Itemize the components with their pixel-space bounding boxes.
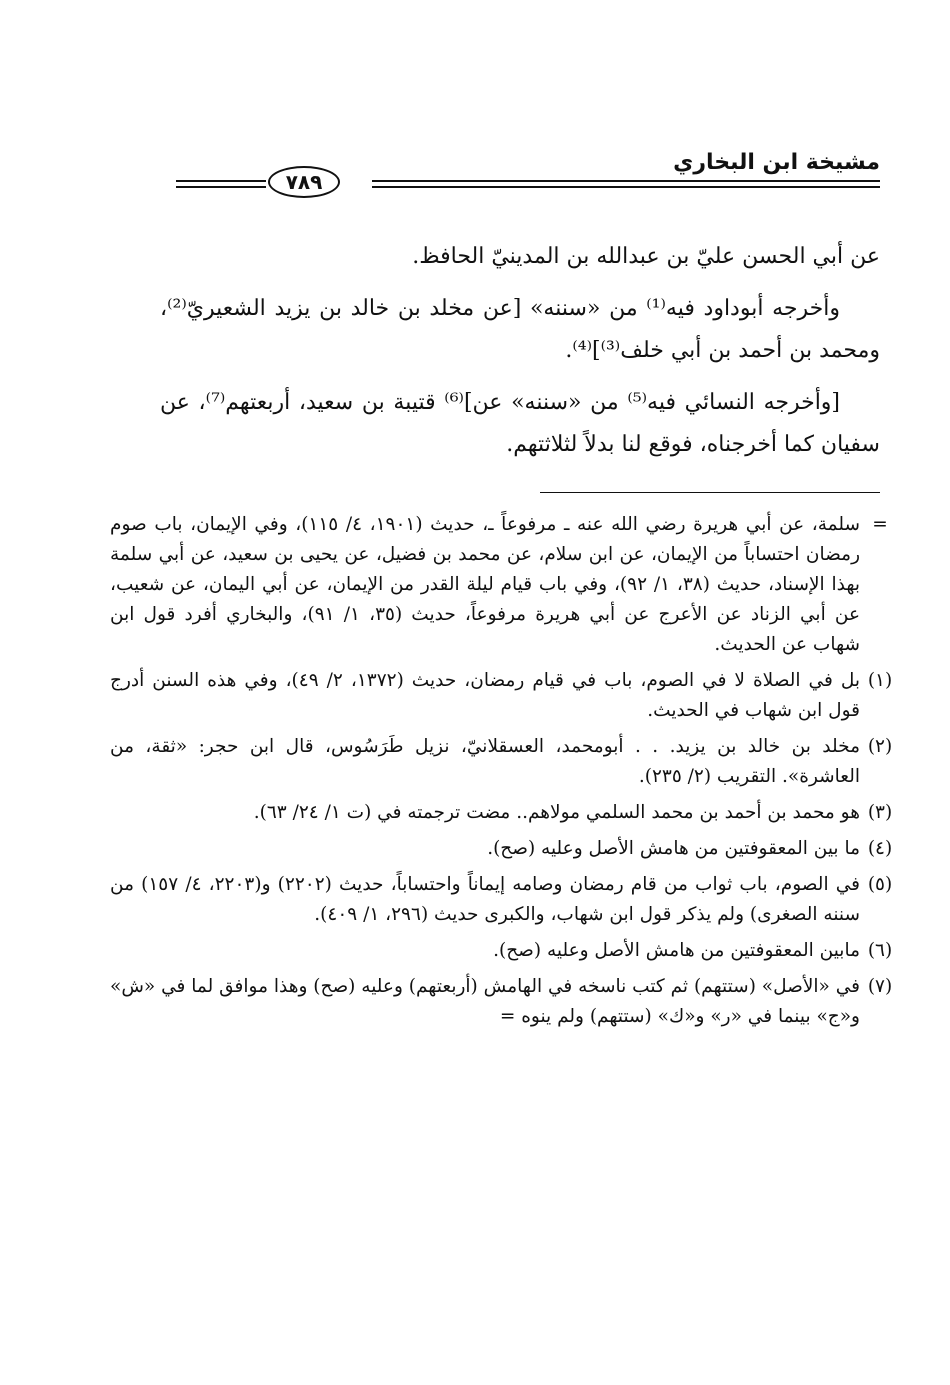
page-number: ٧٨٩ (285, 170, 323, 194)
footnote-marker: (٧) (867, 976, 893, 997)
footnote-marker: (٥) (867, 874, 893, 895)
footnote (110, 798, 900, 828)
footnote-marker: (٦) (867, 940, 893, 961)
footnote (110, 936, 900, 966)
footnote (110, 732, 900, 792)
footnote (110, 510, 900, 660)
footnote-separator (540, 492, 880, 493)
footnote-marker: (٣) (867, 802, 893, 823)
footnote-text: في «الأصل» (ستتهم) ثم كتب ناسخه في الهامش (أربعتهم) وعليه (صح) وهذا موافق لما في «ش» و«ج» بينما في «ر» و«ك» (ستتهم) ولم ينوه = (110, 976, 860, 1027)
footnote-text: بل في الصلاة لا في الصوم، باب في قيام رمضان، حديث (١٣٧٢، ٢/ ٤٩)، وفي هذه السنن أدرج قول ابن شهاب في الحديث. (110, 670, 860, 721)
footnote-text: ما بين المعقوفتين من هامش الأصل وعليه (صح). (487, 838, 860, 859)
main-text-block (160, 236, 880, 466)
footnote-text: في الصوم، باب ثواب من قام رمضان وصامه إيماناً واحتساباً، حديث (٢٢٠٢) و(٢٢٠٣، ٤/ ١٥٧) من سننه الصغرى) ولم يذكر قول ابن شهاب، والكبرى حديث (٢٩٦، ١/ ٤٠٩). (110, 874, 860, 925)
footnote-text: مخلد بن خالد بن يزيد. . . أبومحمد، العسقلانيّ، نزيل طَرَسُوس، قال ابن حجر: «ثقة، من العاشرة». التقريب (٢/ ٢٣٥). (110, 736, 860, 787)
footnotes-block (110, 510, 900, 1038)
footnote-text: سلمة، عن أبي هريرة رضي الله عنه ـ مرفوعاً ـ، حديث (١٩٠١، ٤/ ١١٥)، وفي الإيمان، باب صوم رمضان احتساباً من الإيمان، عن ابن سلام، عن محمد بن فضيل، عن يحيى بن سعيد، عن أبي سلمة بهذا الإسناد، حديث (٣٨، ١/ ٩٢)، وفي باب قيام ليلة القدر من الإيمان، عن أبي اليمان، عن شعيب، عن أبي الزناد عن الأعرج عن أبي هريرة مرفوعاً، حديث (٣٥، ١/ ٩١)، والبخاري أفرد قول ابن شهاب عن الحديث. (110, 514, 861, 655)
footnote-text: مابين المعقوفتين من هامش الأصل وعليه (صح). (493, 940, 860, 961)
footnote (110, 870, 900, 930)
footnote-marker: (٤) (867, 838, 893, 859)
footnote-marker: (١) (867, 670, 893, 691)
main-paragraph: [وأخرجه النسائي فيه⁽⁵⁾ من «سننه» عن]⁽⁶⁾ قتيبة بن سعيد، أربعتهم⁽⁷⁾، عن سفيان كما أخرجناه، فوقع لنا بدلاً لثلاثتهم. (160, 390, 880, 457)
header-double-rule-left (176, 180, 266, 188)
main-paragraph: عن أبي الحسن عليّ بن عبدالله بن المدينيّ الحافظ. (412, 244, 880, 269)
header-double-rule (372, 180, 880, 188)
footnote-text: هو محمد بن أحمد بن محمد السلمي مولاهم.. مضت ترجمته في (ت ١/ ٢٤/ ٦٣). (253, 802, 860, 823)
footnote-marker: (٢) (867, 736, 893, 757)
page-number-badge (268, 166, 340, 198)
main-paragraph: وأخرجه أبوداود فيه⁽¹⁾ من «سننه» [عن مخلد بن خالد بن يزيد الشعيريّ⁽²⁾، ومحمد بن أحمد بن أبي خلف⁽³⁾]⁽⁴⁾. (160, 296, 880, 363)
footnote (110, 972, 900, 1032)
running-header-title: مشيخة ابن البخاري (673, 150, 880, 175)
footnote (110, 666, 900, 726)
footnote-marker: = (872, 514, 888, 535)
footnote (110, 834, 900, 864)
